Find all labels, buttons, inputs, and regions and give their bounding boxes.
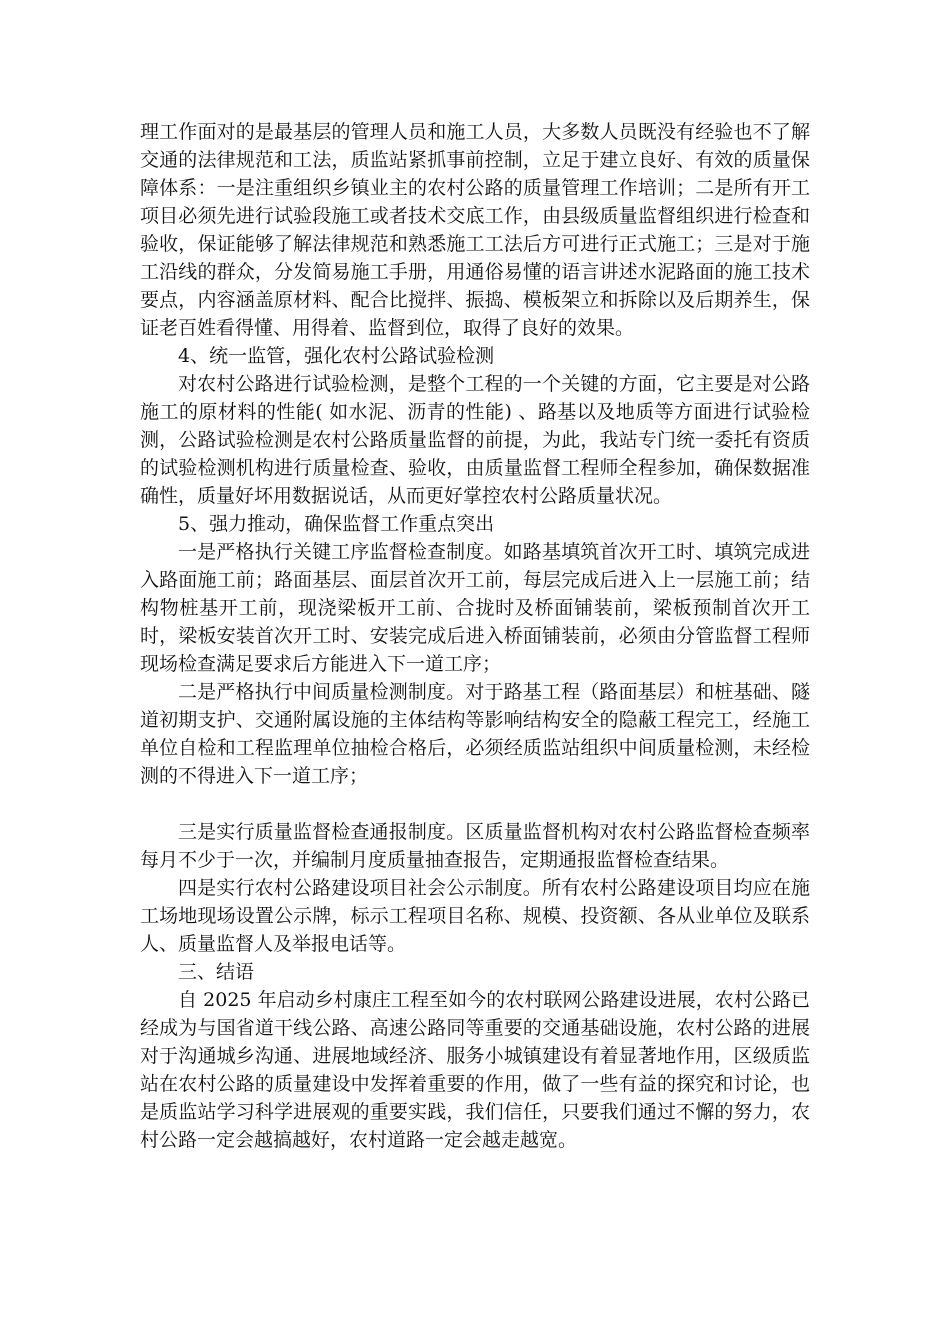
paragraph-inspection-report: 三是实行质量监督检查通报制度。区质量监督机构对农村公路监督检查频率每月不少于一次，并编制月度质量抽查报告，定期通报监督检查结果。: [140, 821, 810, 871]
document-body: [140, 118, 810, 1154]
paragraph-conclusion: 自 2025 年启动乡村康庄工程至如今的农村联网公路建设进展，农村公路已经成为与国省道干线公路、高速公路同等重要的交通基础设施，农村公路的进展对于沟通城乡沟通、进展地域经济、服务小城镇建设有着显著地作用，区级质监站在农村公路的质量建设中发挥着重要的作用，做了一些有益的探究和讨论，也是质监站学习科学进展观的重要实践，我们信任，只要我们通过不懈的努力，农村公路一定会越搞越好，农村道路一定会越走越宽。: [140, 989, 810, 1151]
section-heading-conclusion: 三、结语: [178, 961, 255, 983]
paragraph-quality-training: 理工作面对的是最基层的管理人员和施工人员，大多数人员既没有经验也不了解交通的法律规范和工法，质监站紧抓事前控制，立足于建立良好、有效的质量保障体系：一是注重组织乡镇业主的农村公路的质量管理工作培训；二是所有开工项目必须先进行试验段施工或者技术交底工作，由县级质量监督组织进行检查和验收，保证能够了解法律规范和熟悉施工工法后方可进行正式施工；三是对于施工沿线的群众，分发简易施工手册，用通俗易懂的语言讲述水泥路面的施工技术要点，内容涵盖原材料、配合比搅拌、振捣、模板架立和拆除以及后期养生，保证老百姓看得懂、用得着、监督到位，取得了良好的效果。: [140, 121, 810, 339]
paragraph-key-process: 一是严格执行关键工序监督检查制度。如路基填筑首次开工时、填筑完成进入路面施工前；路面基层、面层首次开工前，每层完成后进入上一层施工前；结构物桩基开工前，现浇梁板开工前、合拢时及桥面铺装前，梁板预制首次开工时，梁板安装首次开工时、安装完成后进入桥面铺装前，必须由分管监督工程师现场检查满足要求后方能进入下一道工序；: [140, 541, 810, 675]
paragraph-testing: 对农村公路进行试验检测，是整个工程的一个关键的方面，它主要是对公路施工的原材料的性能( 如水泥、沥青的性能) 、路基以及地质等方面进行试验检测，公路试验检测是农村公路质量监督的前提，为此，我站专门统一委托有资质的试验检测机构进行质量检查、验收，由质量监督工程师全程参加，确保数据准确性，质量好坏用数据说话，从而更好掌控农村公路质量状况。: [140, 373, 810, 507]
paragraph-public-notice: 四是实行农村公路建设项目社会公示制度。所有农村公路建设项目均应在施工场地现场设置公示牌，标示工程项目名称、规模、投资额、各从业单位及联系人、质量监督人及举报电话等。: [140, 877, 810, 955]
section-heading-supervision: 5、强力推动，确保监督工作重点突出: [178, 513, 495, 535]
paragraph-intermediate-testing: 二是严格执行中间质量检测制度。对于路基工程（路面基层）和桩基础、隧道初期支护、交通附属设施的主体结构等影响结构安全的隐蔽工程完工，经施工单位自检和工程监理单位抽检合格后，必须经质监站组织中间质量检测，未经检测的不得进入下一道工序；: [140, 681, 810, 787]
section-heading-testing: 4、统一监管，强化农村公路试验检测: [178, 345, 495, 367]
